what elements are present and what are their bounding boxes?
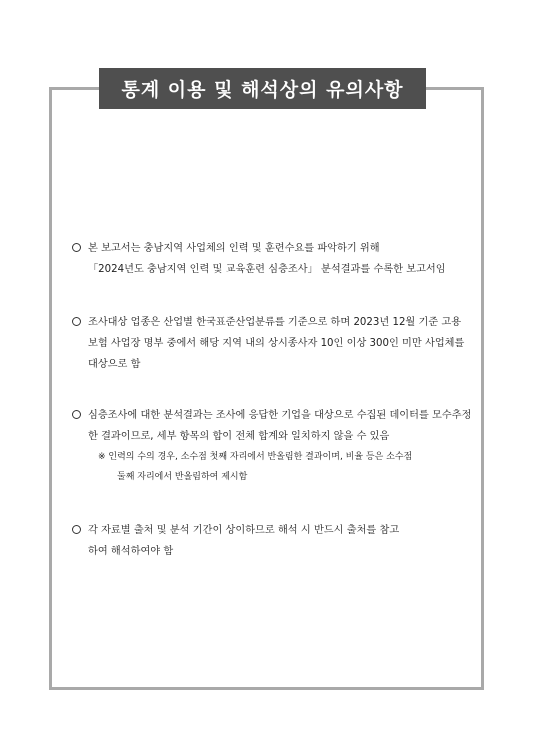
notice-text-line: 심층조사에 대한 분석결과는 조사에 응답한 기업을 대상으로 수집된 데이터를 모수추정 — [88, 410, 472, 421]
notice-text-line: 본 보고서는 충남지역 사업체의 인력 및 훈련수요를 파악하기 위해 — [88, 243, 380, 254]
page-title: 통계 이용 및 해석상의 유의사항 — [121, 79, 404, 101]
notice-text-line: 보험 사업장 명부 중에서 해당 지역 내의 상시종사자 10인 이상 300인 미만 사업체를 — [88, 338, 465, 349]
title-banner — [99, 68, 426, 109]
notice-item-1 — [72, 238, 472, 280]
notice-text-line: 하여 해석하여야 함 — [88, 546, 174, 557]
notice-text-line: 한 결과이므로, 세부 항목의 합이 전체 합계와 일치하지 않을 수 있음 — [88, 431, 390, 442]
circle-bullet-icon — [72, 317, 81, 326]
circle-bullet-icon — [72, 410, 81, 419]
notice-text-line: 대상으로 함 — [88, 359, 141, 370]
notice-footnote: ※ 인력의 수의 경우, 소수점 첫째 자리에서 반올림한 결과이며, 비율 등은 소수점 — [98, 452, 413, 462]
notice-item-2 — [72, 312, 472, 375]
circle-bullet-icon — [72, 525, 81, 534]
notice-text-line: 조사대상 업종은 산업별 한국표준산업분류를 기준으로 하며 2023년 12월 기준 고용 — [88, 317, 462, 328]
notice-item-3 — [72, 405, 472, 487]
notice-frame — [49, 87, 484, 690]
notice-item-4 — [72, 520, 472, 562]
circle-bullet-icon — [72, 243, 81, 252]
notice-footnote: 둘째 자리에서 반올림하여 제시함 — [117, 472, 248, 482]
notice-text-line: 「2024년도 충남지역 인력 및 교육훈련 심층조사」 분석결과를 수록한 보고서임 — [88, 264, 446, 275]
notice-text-line: 각 자료별 출처 및 분석 기간이 상이하므로 해석 시 반드시 출처를 참고 — [88, 525, 400, 536]
